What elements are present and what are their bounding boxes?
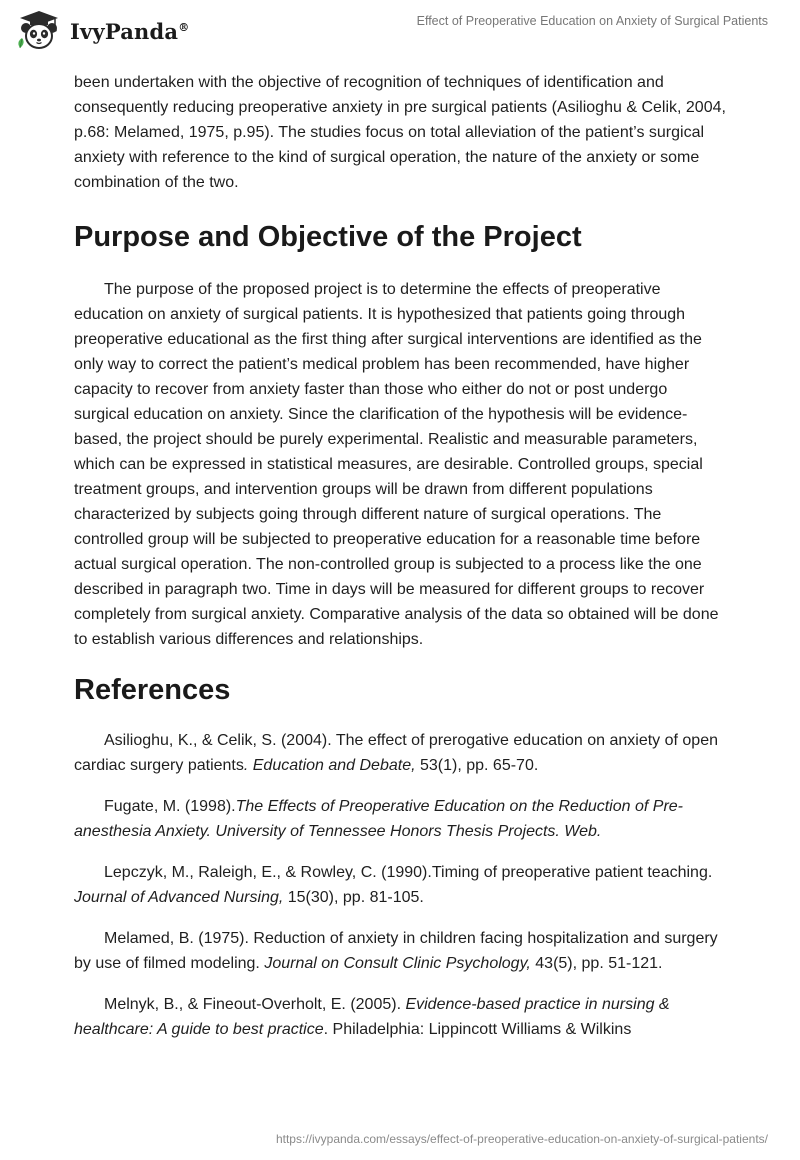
reference-item: Melnyk, B., & Fineout-Overholt, E. (2005). Evidence-based practice in nursing & healthcare: A guide to best practice. Philadelphia: Lippincott Williams & Wilkins <box>74 996 670 1038</box>
intro-paragraph: been undertaken with the objective of recognition of techniques of identification and consequently reducing preoperative anxiety in pre surgical patients (Asilioghu & Celik, 2004, p.68: Melamed, 1975, p.95). The studies focus on total alleviation of the patient’s surgical anxiety with reference to the kind of surgical operation, the nature of the anxiety or some combination of the two. <box>74 74 726 191</box>
purpose-heading: Purpose and Objective of the Project <box>74 221 582 253</box>
source-url[interactable]: https://ivypanda.com/essays/effect-of-preoperative-education-on-anxiety-of-surgical-patients/ <box>275 1132 768 1146</box>
reference-item: Lepczyk, M., Raleigh, E., & Rowley, C. (1990).Timing of preoperative patient teaching. Journal of Advanced Nursing, 15(30), pp. 81-105. <box>74 864 713 906</box>
reference-item: Melamed, B. (1975). Reduction of anxiety in children facing hospitalization and surgery by use of filmed modeling. Journal on Consult Clinic Psychology, 43(5), pp. 51-121. <box>74 930 718 972</box>
references-list <box>74 728 726 1042</box>
references-heading: References <box>74 674 231 706</box>
reference-item: Asilioghu, K., & Celik, S. (2004). The effect of prerogative education on anxiety of open cardiac surgery patients. Education and Debate, 53(1), pp. 65-70. <box>74 732 718 774</box>
panda-graduate-icon <box>14 8 64 54</box>
reference-item: Fugate, M. (1998).The Effects of Preoperative Education on the Reduction of Pre-anesthesia Anxiety. University of Tennessee Honors Thesis Projects. Web. <box>74 798 683 840</box>
logo-text: IvyPanda® <box>70 18 190 44</box>
ivypanda-logo[interactable] <box>14 8 189 54</box>
page-header <box>0 0 800 60</box>
document-title: Effect of Preoperative Education on Anxiety of Surgical Patients <box>416 14 768 28</box>
purpose-paragraph: The purpose of the proposed project is to determine the effects of preoperative education on anxiety of surgical patients. It is hypothesized that patients going through preoperative educational as the first thing after surgical interventions are identified as the only way to correct the patient’s medical problem has been recommended, have higher capacity to recover from anxiety faster than those who either do not or post undergo surgical education on anxiety. Since the clarification of the hypothesis will be evidence-based, the project should be purely experimental. Realistic and measurable parameters, which can be expressed in statistical measures, are desirable. Controlled groups, special treatment groups, and intervention groups will be drawn from different populations characterized by subjects going through different nature of surgical operations. The controlled group will be subjected to preoperative education for a reasonable time before actual surgical operation. The non-controlled group is subjected to a process like the one described in paragraph two. Time in days will be measured for different groups to recover completely from surgical anxiety. Comparative analysis of the data so obtained will be done to establish various differences and relationships. <box>74 281 719 648</box>
essay-content <box>74 70 726 1058</box>
